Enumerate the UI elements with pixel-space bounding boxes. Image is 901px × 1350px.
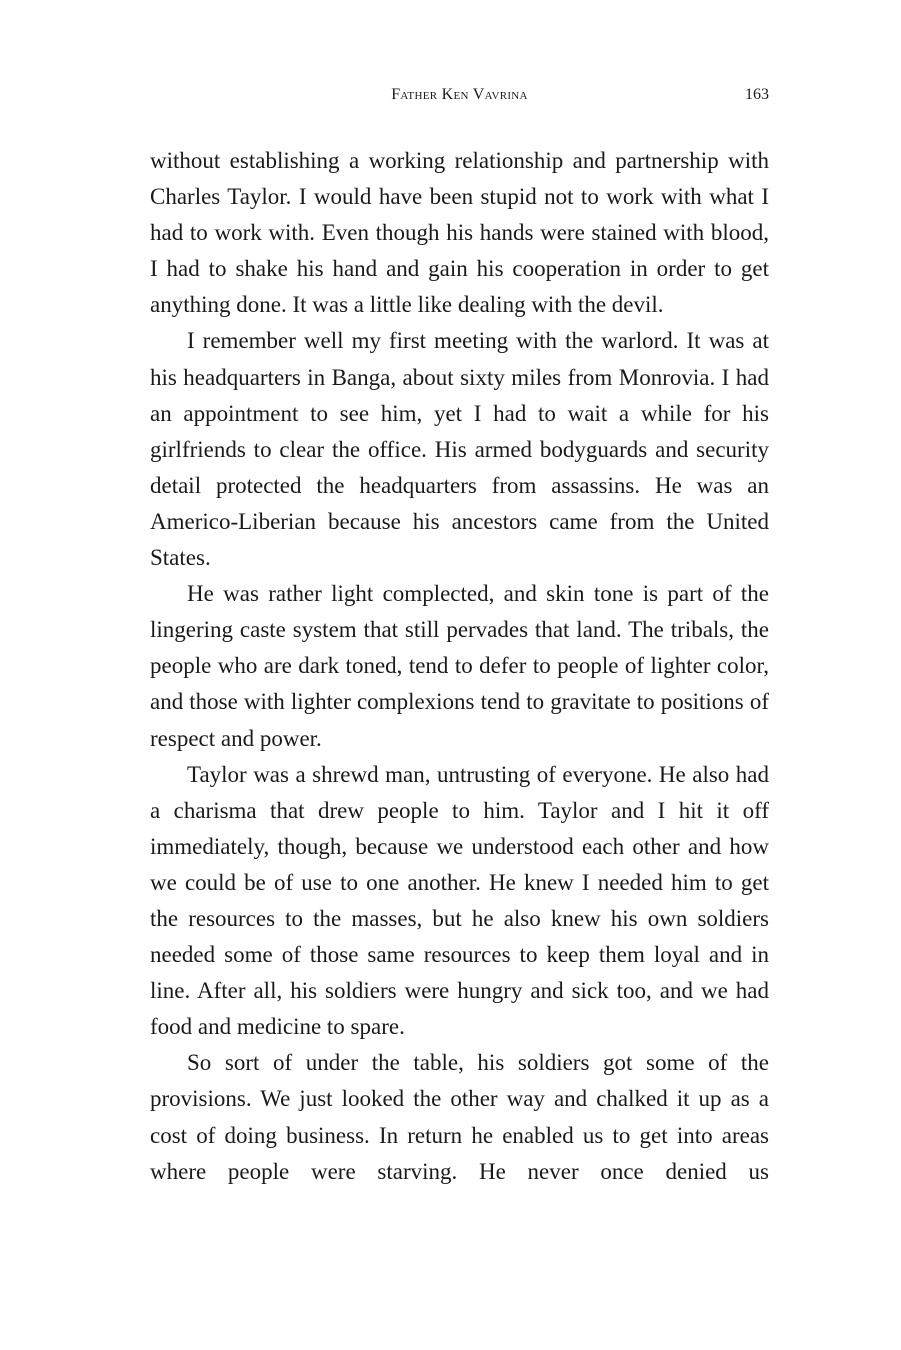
- page-number: 163: [745, 86, 769, 103]
- paragraph-continued: without establishing a working relationship and partnership with Charles Taylor. I would have been stupid not to work with what I had to work with. Even though his hands were stained with blood, I had to shake his hand and gain his cooperation in order to get anything done. It was a little like dealing with the devil.: [150, 148, 769, 318]
- running-head: [150, 86, 769, 110]
- paragraph: He was rather light complected, and skin tone is part of the lingering caste system that still pervades that land. The tribals, the people who are dark toned, tend to defer to people of lighter color, and those with lighter complexions tend to gravitate to positions of respect and power.: [150, 581, 769, 751]
- paragraph-continues: So sort of under the table, his soldiers got some of the provisions. We just looked the other way and chalked it up as a cost of doing business. In return he enabled us to get into areas where people were starving. He never once denied us: [150, 1050, 769, 1184]
- running-title: Father Ken Vavrina: [391, 86, 528, 103]
- paragraph: Taylor was a shrewd man, untrusting of everyone. He also had a charisma that drew people to him. Taylor and I hit it off immediately, though, because we understood each other and how we could be of use to one another. He knew I needed him to get the resources to the masses, but he also knew his own soldiers needed some of those same resources to keep them loyal and in line. After all, his soldiers were hungry and sick too, and we had food and medicine to spare.: [150, 761, 769, 1040]
- paragraph: I remember well my first meeting with the warlord. It was at his headquarters in Banga, about sixty miles from Monrovia. I had an appointment to see him, yet I had to wait a while for his girlfriends to clear the office. His armed bodyguards and security detail protected the headquarters from assassins. He was an Americo-Liberian because his ancestors came from the United States.: [150, 328, 769, 571]
- body-text: [150, 143, 769, 1190]
